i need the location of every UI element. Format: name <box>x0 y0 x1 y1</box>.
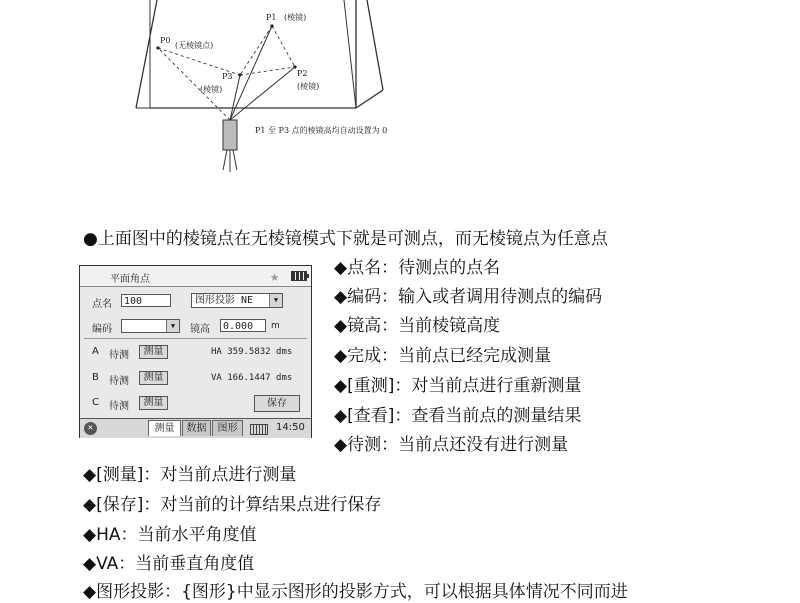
bottom-list-item: ◆HA：当前水平角度值 <box>83 525 257 545</box>
projection-select[interactable] <box>191 293 283 308</box>
tab-measure[interactable]: 测量 <box>148 420 181 436</box>
device-header <box>80 266 311 287</box>
right-list-item: ◆镜高：当前棱镜高度 <box>334 316 501 336</box>
label-p3-note: (棱镜) <box>200 85 223 94</box>
row-b-value: VA 166.1447 dms <box>211 373 293 383</box>
label-p0-note: (无棱镜点) <box>175 41 214 50</box>
label-p2-note: (棱镜) <box>297 82 320 91</box>
right-list-item: ◆完成：当前点已经完成测量 <box>334 346 552 366</box>
tab-data[interactable]: 数据 <box>182 420 211 436</box>
chevron-down-icon: ▼ <box>166 320 179 332</box>
close-icon[interactable]: ✕ <box>84 422 97 435</box>
row-a-value: HA 359.5832 dms <box>211 347 293 357</box>
chevron-down-icon: ▼ <box>269 294 282 307</box>
device-screen <box>79 265 312 438</box>
device-title: 平面角点 <box>110 274 150 285</box>
projection-select-value: 图形投影 NE <box>195 295 254 306</box>
right-list-item: ◆[重测]：对当前点进行重新测量 <box>334 376 582 396</box>
row-a-id: A <box>92 346 99 357</box>
row-a-status: 待测 <box>109 350 129 361</box>
device-footer <box>80 418 311 438</box>
bottom-list-item: ◆[测量]：对当前点进行测量 <box>83 465 297 485</box>
row-b-id: B <box>92 372 99 383</box>
right-list-item: ◆[查看]：查看当前点的测量结果 <box>334 406 582 426</box>
label-p1-note: (棱镜) <box>284 13 307 22</box>
clock-time: 14:50 <box>276 422 305 433</box>
save-button[interactable]: 保存 <box>254 395 300 412</box>
point-name-label: 点名 <box>92 299 112 310</box>
code-label: 编码 <box>92 324 112 335</box>
right-list-item: ◆点名：待测点的点名 <box>334 258 501 278</box>
star-icon[interactable]: ★ <box>270 267 280 285</box>
battery-icon <box>291 271 307 281</box>
tab-graphic[interactable]: 图形 <box>212 420 243 436</box>
bottom-list-item: ◆[保存]：对当前的计算结果点进行保存 <box>83 495 382 515</box>
point-name-input[interactable]: 100 <box>121 294 171 307</box>
divider <box>84 338 307 339</box>
row-c-status: 待测 <box>109 401 129 412</box>
right-list-item: ◆编码：输入或者调用待测点的编码 <box>334 287 603 307</box>
label-p1: P1 <box>266 13 277 22</box>
figure-caption: ●上面图中的棱镜点在无棱镜模式下就是可测点，而无棱镜点为任意点 <box>83 229 608 249</box>
label-p3: P3 <box>222 72 233 81</box>
row-c-measure-button[interactable]: 测量 <box>139 396 168 410</box>
label-p2: P2 <box>297 69 308 78</box>
label-p0: P0 <box>160 36 171 45</box>
row-b-status: 待测 <box>109 376 129 387</box>
bottom-list-item: ◆VA：当前垂直角度值 <box>83 554 255 574</box>
diagram-figure <box>0 0 800 210</box>
code-select[interactable] <box>121 319 180 333</box>
prism-height-input[interactable]: 0.000 <box>220 319 266 332</box>
row-c-id: C <box>92 397 99 408</box>
bottom-list-item: ◆图形投影：{图形}中显示图形的投影方式，可以根据具体情况不同而进 <box>83 582 628 602</box>
row-b-measure-button[interactable]: 测量 <box>139 371 168 385</box>
row-a-measure-button[interactable]: 测量 <box>139 345 168 359</box>
right-list-item: ◆待测：当前点还没有进行测量 <box>334 435 569 455</box>
instrument-note: P1 至 P3 点的棱镜高均自动设置为 0 <box>255 126 388 135</box>
keyboard-icon[interactable] <box>250 424 268 435</box>
prism-height-label: 镜高 <box>190 324 210 335</box>
prism-height-unit: m <box>271 321 280 331</box>
